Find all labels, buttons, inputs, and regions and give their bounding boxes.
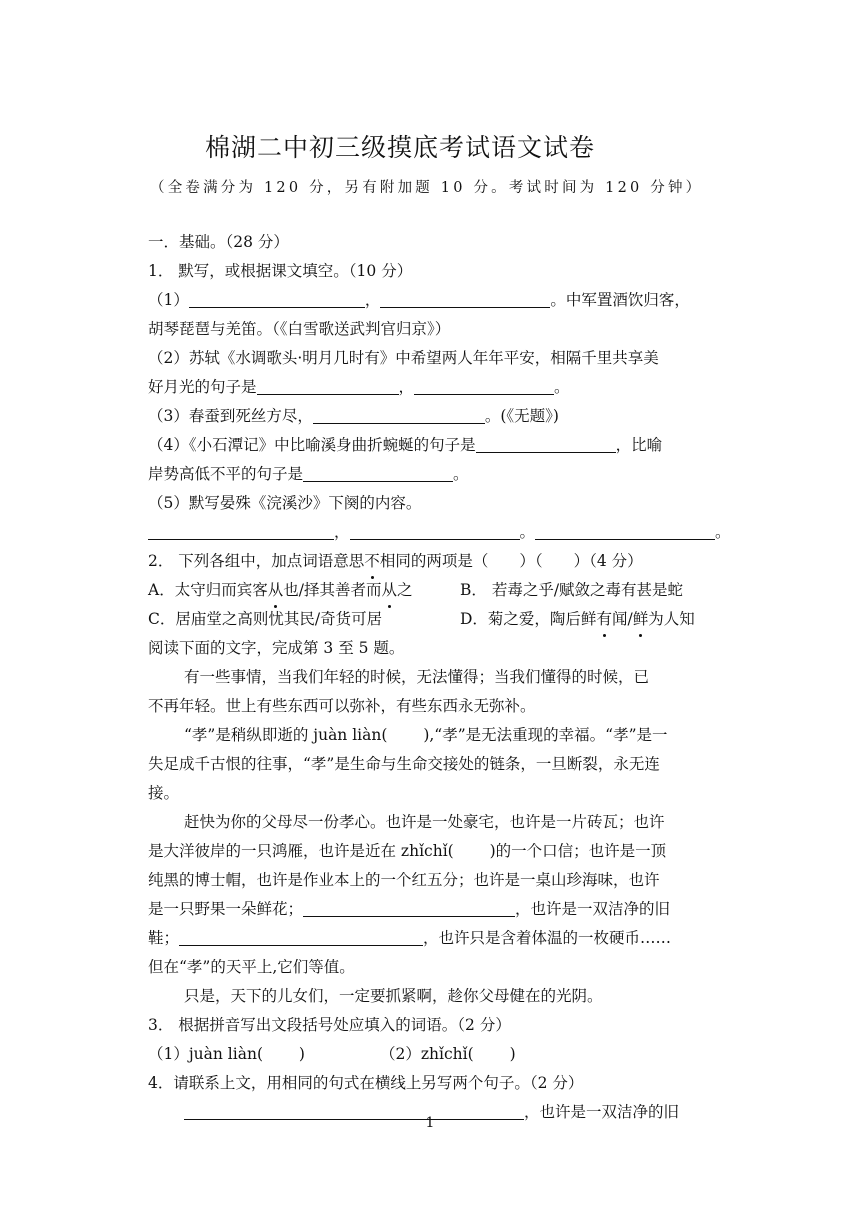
section-heading: 一．基础。（28 分） xyxy=(148,233,289,251)
passage-line: 不再年轻。世上有些东西可以弥补，有些东西永无弥补。 xyxy=(148,697,536,715)
passage-line: 但在“孝”的天平上,它们等值。 xyxy=(148,958,355,976)
answer-blank[interactable] xyxy=(313,403,485,424)
emphasis-dot-char: 从 xyxy=(381,576,397,605)
emphasis-dot-char: 有 xyxy=(596,605,612,634)
passage-line: 失足成千古恨的往事，“孝”是生命与生命交接处的链条，一旦断裂，永无连 xyxy=(148,755,660,773)
passage-line: 是一只野果一朵鲜花； ，也许是一双洁净的旧 xyxy=(148,895,714,924)
answer-blank[interactable] xyxy=(257,374,399,395)
page-title: 棉湖二中初三级摸底考试语文试卷 xyxy=(204,133,595,162)
answer-blank[interactable] xyxy=(350,519,520,540)
q2-option-a[interactable]: A．太守归而宾客从也/择其善者而从之 xyxy=(148,576,460,605)
q1-item-1-source: 胡琴琵琶与羌笛。（《白雪歌送武判官归京》） xyxy=(148,320,451,338)
answer-blank[interactable] xyxy=(303,461,453,482)
q1-item-5-blanks: ， 。 。 xyxy=(148,518,714,547)
answer-blank[interactable] xyxy=(148,519,334,540)
q4-stem: 4．请联系上文，用相同的句式在横线上另写两个句子。（2 分） xyxy=(148,1074,584,1092)
q3-items xyxy=(148,1040,714,1069)
q1-item-5: （5）默写晏殊《浣溪沙》下阕的内容。 xyxy=(148,494,422,512)
q1-stem: 1． 默写，或根据课文填空。（10 分） xyxy=(148,262,413,280)
q2-options-cd xyxy=(148,605,714,634)
passage-line: 是大洋彼岸的一只鸿雁，也许是近在 zhǐchǐ( )的一个口信；也许是一顶 xyxy=(148,842,667,860)
q4-answer-line: ，也许是一双洁净的旧 xyxy=(148,1098,714,1127)
q3-stem: 3． 根据拼音写出文段括号处应填入的词语。（2 分） xyxy=(148,1016,511,1034)
answer-blank[interactable] xyxy=(179,925,423,946)
emphasis-dot-char: 从 xyxy=(268,576,284,605)
q2-stem: 2． 下列各组中，加点词语意思不相同的两项是（ ）（ ）（4 分） xyxy=(148,547,714,576)
emphasis-dot-char: 鲜 xyxy=(633,605,649,634)
answer-blank[interactable] xyxy=(476,432,616,453)
q2-option-c[interactable]: C．居庙堂之高则忧其民/奇货可居 xyxy=(148,610,383,628)
q1-item-4: （4）《小石潭记》中比喻溪身曲折蜿蜒的句子是 ，比喻 xyxy=(148,431,714,460)
q2-options-ab xyxy=(148,576,714,605)
reading-intro: 阅读下面的文字，完成第 3 至 5 题。 xyxy=(148,639,405,657)
passage-line: 接。 xyxy=(148,784,180,802)
passage-line: “孝”是稍纵即逝的 juàn liàn( ),“孝”是无法重现的幸福。“孝”是一 xyxy=(184,726,668,744)
answer-blank[interactable] xyxy=(414,374,554,395)
q1-item-3: （3）春蚕到死丝方尽， 。(《无题》) xyxy=(148,402,714,431)
page-number: 1 xyxy=(425,1115,435,1131)
answer-blank[interactable] xyxy=(189,287,365,308)
answer-blank[interactable] xyxy=(303,896,515,917)
q1-item-2-cont: 好月光的句子是 ， 。 xyxy=(148,373,714,402)
passage-line: 有一些事情，当我们年轻的时候，无法懂得；当我们懂得的时候，已 xyxy=(184,668,650,686)
passage-line: 纯黑的博士帽，也许是作业本上的一个红五分；也许是一桌山珍海味，也许 xyxy=(148,871,660,889)
answer-blank[interactable] xyxy=(535,519,715,540)
q3-item-1[interactable]: （1）juàn liàn( ) xyxy=(148,1045,305,1063)
q2-option-d[interactable]: D．菊之爱，陶后鲜有闻/鲜为人知 xyxy=(460,610,695,628)
q1-item-4-cont: 岸势高低不平的句子是 。 xyxy=(148,460,714,489)
q2-option-b[interactable]: B． 若毒之乎/赋敛之毒有甚是蛇 xyxy=(460,581,684,599)
passage-line: 赶快为你的父母尽一份孝心。也许是一处豪宅，也许是一片砖瓦；也许 xyxy=(184,813,665,831)
passage-line: 鞋； ，也许只是含着体温的一枚硬币…… xyxy=(148,924,714,953)
passage-line: 只是，天下的儿女们，一定要抓紧啊，趁你父母健在的光阴。 xyxy=(184,987,603,1005)
exam-body xyxy=(148,228,731,1127)
q1-item-1: （1） ， 。中军置酒饮归客， xyxy=(148,286,714,315)
answer-blank[interactable] xyxy=(380,287,550,308)
exam-instructions: （全卷满分为 120 分，另有附加题 10 分。考试时间为 120 分钟） xyxy=(150,180,704,196)
emphasis-dot-char: 不 xyxy=(364,547,380,576)
q3-item-2[interactable]: （2）zhǐchǐ( ) xyxy=(380,1045,516,1063)
q1-item-2: （2）苏轼《水调歌头·明月几时有》中希望两人年年平安，相隔千里共享美 xyxy=(148,349,659,367)
